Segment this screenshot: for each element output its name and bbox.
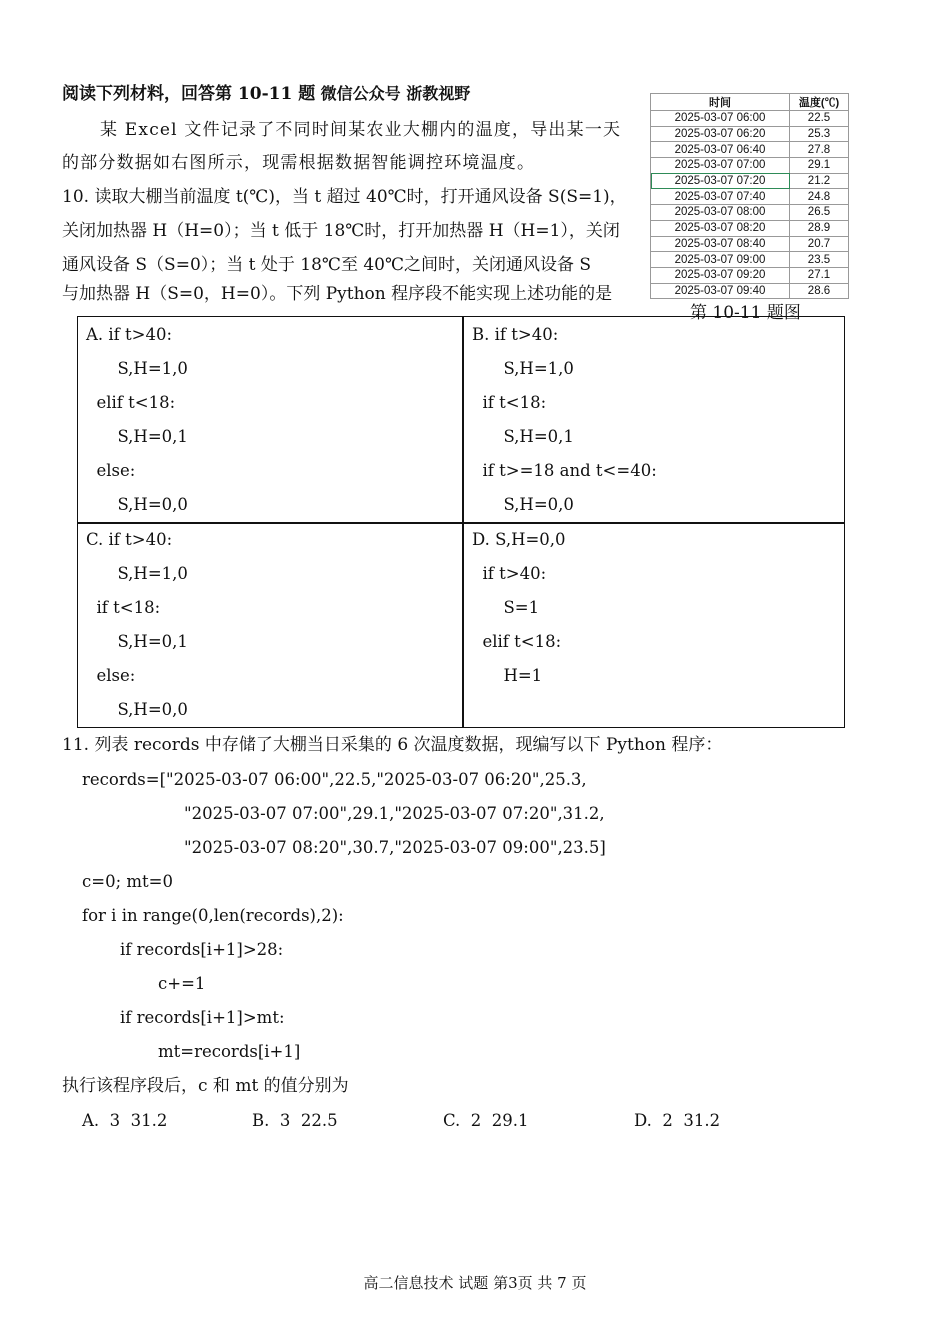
header-time: 时间	[651, 94, 790, 111]
table-row	[651, 205, 849, 221]
cell-time: 2025-03-07 08:20	[651, 220, 790, 236]
section-heading	[62, 86, 470, 103]
cell-temp: 28.6	[790, 283, 849, 299]
table-row	[651, 189, 849, 205]
cell-time: 2025-03-07 09:00	[651, 252, 790, 268]
table-row	[651, 126, 849, 142]
code-line: mt=records[i+1]	[158, 1042, 301, 1061]
cell-temp: 22.5	[790, 111, 849, 127]
code-line: if t<18:	[472, 393, 547, 412]
code-line: c=0; mt=0	[82, 872, 173, 891]
cell-temp: 27.1	[790, 267, 849, 283]
code-line: H=1	[472, 666, 543, 685]
cell-time: 2025-03-07 09:40	[651, 283, 790, 299]
code-line: for i in range(0,len(records),2):	[82, 906, 344, 925]
code-line: S,H=0,0	[472, 495, 574, 514]
code-line: S,H=0,0	[86, 495, 188, 514]
code-line: B. if t>40:	[472, 325, 559, 344]
code-line: c+=1	[158, 974, 206, 993]
option-a	[86, 327, 188, 531]
code-line: elif t<18:	[86, 393, 176, 412]
header-temp: 温度(℃)	[790, 94, 849, 111]
code-line: if t>40:	[472, 564, 547, 583]
cell-temp: 25.3	[790, 126, 849, 142]
cell-time: 2025-03-07 06:40	[651, 142, 790, 158]
q11-line1: 11. 列表 records 中存储了大棚当日采集的 6 次温度数据，现编写以下 Python 程序：	[62, 735, 723, 755]
figure-caption: 第 10-11 题图	[690, 303, 801, 323]
cell-temp: 24.8	[790, 189, 849, 205]
grid-divider-horizontal	[77, 522, 845, 524]
option-c	[86, 532, 188, 736]
code-line: "2025-03-07 08:20",30.7,"2025-03-07 09:00",23.5]	[184, 838, 606, 857]
code-line: S,H=0,0	[86, 700, 188, 719]
code-line: S,H=0,1	[86, 632, 188, 651]
cell-temp: 26.5	[790, 205, 849, 221]
q10-line3: 通风设备 S（S=0）；当 t 处于 18℃至 40℃之间时，关闭通风设备 S	[62, 255, 592, 275]
code-line: C. if t>40:	[86, 530, 173, 549]
table-row	[651, 111, 849, 127]
code-line: if t>=18 and t<=40:	[472, 461, 657, 480]
cell-temp: 23.5	[790, 252, 849, 268]
table-row	[651, 158, 849, 174]
intro-paragraph-line2: 的部分数据如右图所示，现需根据数据智能调控环境温度。	[62, 153, 536, 173]
heading-text: 阅读下列材料，回答第 10-11 题	[62, 84, 316, 104]
code-line: records=["2025-03-07 06:00",22.5,"2025-03-07 06:20",25.3,	[82, 770, 587, 789]
table-row	[651, 142, 849, 158]
choice-b: B. 3 22.5	[252, 1111, 338, 1130]
table-row	[651, 220, 849, 236]
table-row	[651, 236, 849, 252]
code-line: else:	[86, 461, 136, 480]
choice-c: C. 2 29.1	[443, 1111, 529, 1130]
code-line: S,H=1,0	[472, 359, 574, 378]
option-b	[472, 327, 657, 531]
heading-tag: 微信公众号 浙教视野	[320, 84, 471, 103]
cell-temp: 28.9	[790, 220, 849, 236]
cell-time: 2025-03-07 07:40	[651, 189, 790, 205]
code-line: S,H=0,1	[86, 427, 188, 446]
code-line: S,H=1,0	[86, 564, 188, 583]
page-footer: 高二信息技术 试题 第3页 共 7 页	[363, 1274, 587, 1292]
excel-figure	[650, 93, 854, 299]
code-line: S=1	[472, 598, 540, 617]
cell-time: 2025-03-07 07:20	[651, 173, 790, 189]
intro-paragraph-line1: 某 Excel 文件记录了不同时间某农业大棚内的温度，导出某一天	[100, 120, 622, 140]
cell-time: 2025-03-07 09:20	[651, 267, 790, 283]
code-line: else:	[86, 666, 136, 685]
cell-temp: 27.8	[790, 142, 849, 158]
code-line: A. if t>40:	[86, 325, 173, 344]
code-line: D. S,H=0,0	[472, 530, 566, 549]
table-row	[651, 267, 849, 283]
code-line: S,H=0,1	[472, 427, 574, 446]
code-line: if t<18:	[86, 598, 161, 617]
cell-time: 2025-03-07 06:20	[651, 126, 790, 142]
temperature-table	[650, 93, 849, 299]
cell-time: 2025-03-07 08:00	[651, 205, 790, 221]
q11-question: 执行该程序段后，c 和 mt 的值分别为	[62, 1076, 349, 1096]
code-line: S,H=1,0	[86, 359, 188, 378]
q10-line1: 10. 读取大棚当前温度 t(℃)，当 t 超过 40℃时，打开通风设备 S(S=1)，	[62, 187, 627, 207]
code-line: elif t<18:	[472, 632, 562, 651]
cell-temp: 29.1	[790, 158, 849, 174]
option-d	[472, 532, 566, 702]
code-line: "2025-03-07 07:00",29.1,"2025-03-07 07:20",31.2,	[184, 804, 605, 823]
code-line: if records[i+1]>mt:	[120, 1008, 285, 1027]
cell-time: 2025-03-07 06:00	[651, 111, 790, 127]
choice-d: D. 2 31.2	[634, 1111, 721, 1130]
q10-line2: 关闭加热器 H（H=0）；当 t 低于 18℃时，打开加热器 H（H=1），关闭	[62, 221, 620, 241]
cell-time: 2025-03-07 08:40	[651, 236, 790, 252]
code-line: if records[i+1]>28:	[120, 940, 284, 959]
table-row	[651, 283, 849, 299]
table-row	[651, 252, 849, 268]
cell-temp: 21.2	[790, 173, 849, 189]
choice-a: A. 3 31.2	[82, 1111, 168, 1130]
cell-temp: 20.7	[790, 236, 849, 252]
q10-line4: 与加热器 H（S=0，H=0）。下列 Python 程序段不能实现上述功能的是	[62, 284, 613, 304]
cell-time: 2025-03-07 07:00	[651, 158, 790, 174]
table-row	[651, 173, 849, 189]
